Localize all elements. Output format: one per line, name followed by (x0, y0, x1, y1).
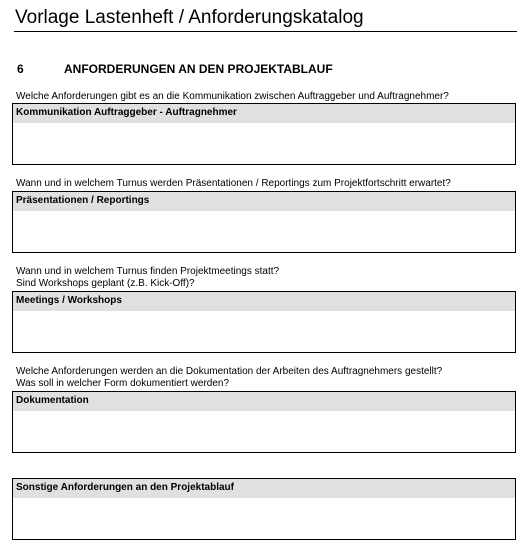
question-documentation-1: Welche Anforderungen werden an die Dokumentation der Arbeiten des Auftragnehmers gestellt? (16, 366, 443, 377)
form-box-header: Präsentationen / Reportings (13, 192, 515, 211)
form-box-other-requirements (12, 478, 516, 540)
answer-field-documentation[interactable] (13, 411, 515, 452)
form-box-header: Meetings / Workshops (13, 292, 515, 311)
form-box-communication (12, 103, 516, 165)
question-documentation-2: Was soll in welcher Form dokumentiert werden? (16, 378, 230, 389)
answer-field-meetings[interactable] (13, 311, 515, 352)
answer-field-presentations[interactable] (13, 211, 515, 252)
section-title: ANFORDERUNGEN AN DEN PROJEKTABLAUF (64, 62, 333, 76)
question-presentations: Wann und in welchem Turnus werden Präsentationen / Reportings zum Projektfortschritt erwartet? (16, 178, 451, 189)
title-rule (14, 31, 517, 32)
question-communication: Welche Anforderungen gibt es an die Kommunikation zwischen Auftraggeber und Auftragnehmer? (16, 91, 449, 102)
question-meetings-2: Sind Workshops geplant (z.B. Kick-Off)? (16, 278, 195, 289)
form-box-presentations (12, 191, 516, 253)
answer-field-communication[interactable] (13, 123, 515, 164)
question-meetings-1: Wann und in welchem Turnus finden Projektmeetings statt? (16, 266, 280, 277)
answer-field-other-requirements[interactable] (13, 498, 515, 539)
form-box-header: Kommunikation Auftraggeber - Auftragnehmer (13, 104, 515, 123)
form-box-documentation (12, 391, 516, 453)
form-box-header: Dokumentation (13, 392, 515, 411)
form-box-header: Sonstige Anforderungen an den Projektablauf (13, 479, 515, 498)
form-box-meetings (12, 291, 516, 353)
document-title: Vorlage Lastenheft / Anforderungskatalog (15, 7, 364, 28)
section-number: 6 (17, 62, 24, 76)
